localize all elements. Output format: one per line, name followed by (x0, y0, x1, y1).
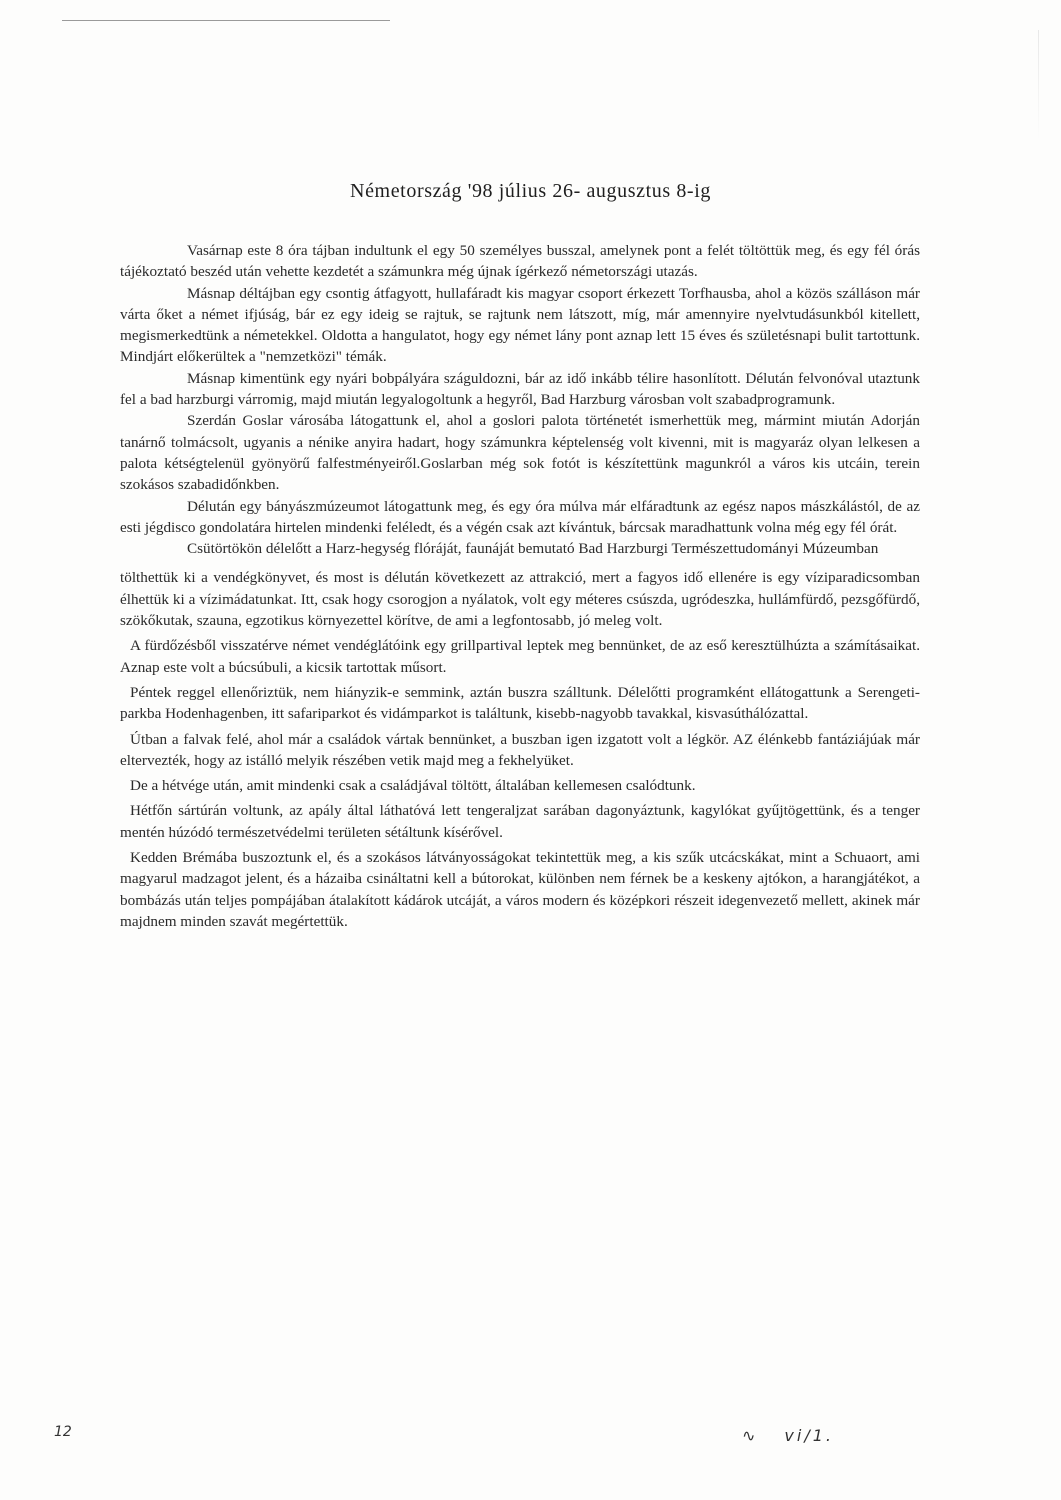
paragraph: Vasárnap este 8 óra tájban indultunk el egy 50 személyes busszal, amelynek pont a felét töltöttük meg, és egy fél órás tájékoztató beszéd után vehette kezdetét a számunkra még újnak ígérkező németországi utazás. (120, 242, 920, 281)
scan-artifact (1038, 30, 1039, 140)
paragraph: Csütörtökön délelőtt a Harz-hegység flóráját, faunáját bemutató Bad Harzburgi Természettudományi Múzeumban (187, 540, 879, 558)
paragraph: Kedden Brémába buszoztunk el, és a szokásos látványosságokat tekintettük meg, a kis szűk utcácskákat, mint a Schuaort, ami magyarul madzagot jelent, és a házaiba csináltatni kell a bútorokat, különben nem férnek be a keskeny ajtókon, a harangjátékot, a bombázás után teljes pompájában átalakított kádárok utcáját, a város modern és középkori részeit idegenvezető mellett, akinek már majdnem minden szavát megértettük. (120, 849, 920, 930)
paragraph: Útban a falvak felé, ahol már a családok vártak bennünket, a buszban igen izgatott volt a légkör. AZ élénkebb fantáziájúak már eltervezték, hogy az istálló melyik részében vetik majd meg a fekhelyüket. (120, 730, 920, 769)
archive-code: vi/1. (784, 1426, 834, 1445)
handwritten-squiggle-icon: ∿ (742, 1426, 759, 1445)
paragraph: Másnap déltájban egy csontig átfagyott, hullafáradt kis magyar csoport érkezett Torfhausba, ahol a közös szálláson már várta őket a német ifjúság, bár ez egy ideig se rajtuk, se rajtunk nem látszott, míg, már amennyire nyelvtudásunkból kitellett, megismerkedtünk a németekkel. Oldotta a hangulatot, hogy egy német lány pont aznap lett 15 éves és születésnapi bulit tartottunk. Mindjárt előkerültek a "nemzetközi" témák. (120, 284, 920, 366)
paragraph: Hétfőn sártúrán voltunk, az apály által láthatóvá lett tengeraljzat sarában dagonyáztunk, kagylókat gyűjtögettünk, és a tenger mentén húzódó természetvédelmi területen sétáltunk kísérővel. (120, 802, 920, 841)
paragraph: Szerdán Goslar városába látogattunk el, ahol a goslori palota történetét ismerhettük meg, mármint miután Adorján tanárnő tolmácsolt, ugyanis a nénike anyira hadart, hogy számunkra képtelenség volt kivenni, mit is magyaráz olyan lelkesen a palota kétségtelenül gyönyörű falfestményeiről.Goslarban még sok fotót is készítettünk magunkról a város kis utcáin, terein szokásos szabadidőnkben. (120, 412, 920, 494)
paragraph: De a hétvége után, amit mindenki csak a családjával töltött, általában kellemesen csalódtunk. (130, 777, 696, 795)
page-number: 12 (54, 1424, 72, 1440)
top-rule (62, 20, 390, 21)
document-body (120, 240, 920, 932)
paragraph: Másnap kimentünk egy nyári bobpályára száguldozni, bár az idő inkább télire hasonlított. Délután felvonóval utaztunk fel a bad harzburgi várromig, majd miután legyalogoltunk a hegyről, Bad Harzburg városban volt szabadprogramunk. (120, 369, 920, 409)
paragraph: Péntek reggel ellenőriztük, nem hiányzik-e semmink, aztán buszra szálltunk. Délelőtti programként ellátogattunk a Serengeti-parkba Hodenhagenben, itt safariparkot és vidámparkot is találtunk, kisebb-nagyobb tavakkal, kisvasúthálózattal. (120, 683, 920, 723)
paragraph: Délután egy bányászmúzeumot látogattunk meg, és egy óra múlva már elfáradtunk az egész napos mászkálástól, de az esti jégdisco gondolatára hirtelen mindenki feléledt, és a végén csak azt kívántuk, bárcsak maradhattunk volna még egy fél órát. (120, 497, 920, 536)
archive-mark (742, 1426, 834, 1445)
paragraph: A fürdőzésből visszatérve német vendéglátóink egy grillpartival leptek meg bennünket, de az eső keresztülhúzta a számításaikat. Aznap este volt a búcsúbuli, a kicsik tartottak műsort. (120, 637, 920, 676)
paragraph: tölthettük ki a vendégkönyvet, és most is délután következett az attrakció, mert a fagyos idő ellenére is egy víziparadicsomban élhettük ki a vízimádatunkat. Itt, csak hogy csorogjon a nyálatok, volt egy méteres csúszda, ugródeszka, hullámfürdő, pezsgőfürdő, szökőkutak, szauna, egzotikus környezettel körítve, de ami a legfontosabb, jó meleg volt. (120, 569, 920, 630)
document-title: Németország '98 július 26- augusztus 8-ig (350, 180, 711, 202)
